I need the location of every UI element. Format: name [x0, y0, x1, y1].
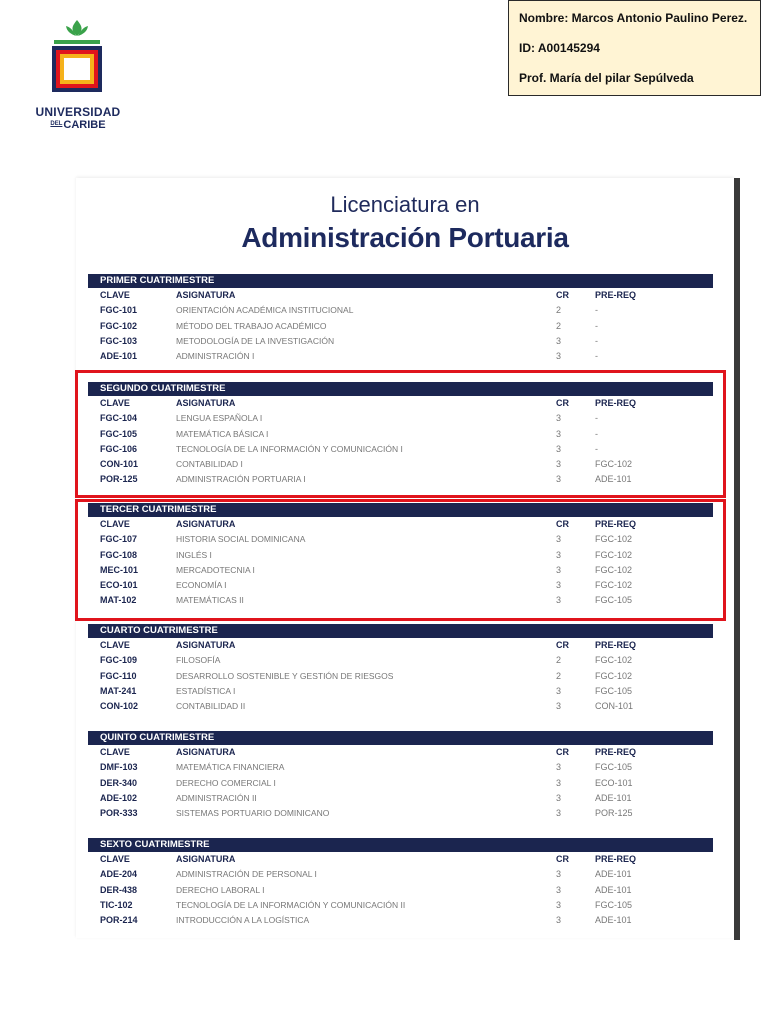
course-asignatura: MÉTODO DEL TRABAJO ACADÉMICO: [176, 320, 327, 331]
course-clave: FGC-103: [100, 335, 138, 346]
course-cr: 3: [556, 335, 562, 346]
column-header-row: [88, 288, 713, 303]
course-clave: FGC-110: [100, 670, 137, 681]
course-row: [88, 791, 713, 806]
course-clave: DMF-103: [100, 762, 138, 773]
semester-section: [88, 274, 713, 364]
course-clave: DER-340: [100, 777, 138, 788]
column-header-asignatura: ASIGNATURA: [176, 854, 236, 864]
highlight-box-segundo: [75, 370, 726, 498]
course-asignatura: ADMINISTRACIÓN I: [176, 351, 255, 362]
column-header-prereq: PRE-REQ: [595, 290, 637, 300]
course-asignatura: TECNOLOGÍA DE LA INFORMACIÓN Y COMUNICACIÓN II: [176, 899, 406, 910]
course-prereq: -: [595, 443, 598, 454]
course-clave: CON-102: [100, 701, 139, 712]
semester-section: [88, 731, 713, 821]
course-prereq: FGC-102: [595, 534, 633, 545]
course-prereq: FGC-105: [595, 685, 633, 696]
column-header-cr: CR: [556, 640, 569, 650]
professor-name: Prof. María del pilar Sepúlveda: [519, 71, 694, 85]
column-header-row: [88, 852, 713, 867]
course-prereq: FGC-102: [595, 459, 633, 470]
course-asignatura: TECNOLOGÍA DE LA INFORMACIÓN Y COMUNICACIÓN I: [176, 443, 403, 454]
column-header-clave: CLAVE: [100, 640, 130, 650]
course-asignatura: FILOSOFÍA: [176, 655, 221, 666]
course-clave: FGC-107: [100, 534, 138, 545]
course-prereq: FGC-102: [595, 564, 633, 575]
course-cr: 3: [556, 459, 562, 470]
column-header-prereq: PRE-REQ: [595, 747, 637, 757]
column-header-clave: CLAVE: [100, 290, 130, 300]
course-asignatura: ADMINISTRACIÓN DE PERSONAL I: [176, 869, 317, 880]
column-header-prereq: PRE-REQ: [595, 519, 637, 529]
semester-section: [88, 838, 713, 928]
course-cr: 3: [556, 443, 562, 454]
course-prereq: ADE-101: [595, 792, 632, 803]
course-clave: FGC-104: [100, 413, 138, 424]
semester-title: SEGUNDO CUATRIMESTRE: [88, 382, 713, 396]
course-clave: TIC-102: [100, 899, 133, 910]
student-info-box: [508, 0, 761, 96]
logo-del-text: DEL: [50, 121, 63, 127]
column-header-prereq: PRE-REQ: [595, 398, 637, 408]
course-cr: 3: [556, 549, 562, 560]
course-clave: MEC-101: [100, 564, 139, 575]
column-header-row: [88, 745, 713, 760]
column-header-clave: CLAVE: [100, 519, 130, 529]
course-asignatura: LENGUA ESPAÑOLA I: [176, 413, 263, 424]
course-prereq: -: [595, 413, 598, 424]
course-cr: 3: [556, 474, 562, 485]
course-asignatura: ORIENTACIÓN ACADÉMICA INSTITUCIONAL: [176, 305, 354, 316]
course-prereq: FGC-105: [595, 762, 633, 773]
course-row: [88, 867, 713, 882]
course-prereq: ADE-101: [595, 869, 632, 880]
course-clave: FGC-108: [100, 549, 138, 560]
course-asignatura: INTRODUCCIÓN A LA LOGÍSTICA: [176, 915, 310, 926]
course-row: [88, 776, 713, 791]
course-cr: 3: [556, 899, 562, 910]
course-prereq: ADE-101: [595, 884, 632, 895]
course-asignatura: DESARROLLO SOSTENIBLE Y GESTIÓN DE RIESGOS: [176, 670, 394, 681]
course-prereq: FGC-105: [595, 899, 633, 910]
course-asignatura: ADMINISTRACIÓN PORTUARIA I: [176, 474, 306, 485]
column-header-asignatura: ASIGNATURA: [176, 398, 236, 408]
course-cr: 3: [556, 595, 562, 606]
semester-title: SEXTO CUATRIMESTRE: [88, 838, 713, 852]
course-clave: FGC-109: [100, 655, 138, 666]
column-header-prereq: PRE-REQ: [595, 854, 637, 864]
student-name: Nombre: Marcos Antonio Paulino Perez.: [519, 11, 748, 25]
course-row: [88, 806, 713, 821]
column-header-cr: CR: [556, 519, 569, 529]
course-asignatura: MERCADOTECNIA I: [176, 564, 255, 575]
course-cr: 3: [556, 685, 562, 696]
course-row: [88, 303, 713, 318]
course-clave: FGC-105: [100, 428, 138, 439]
course-prereq: POR-125: [595, 808, 633, 819]
course-row: [88, 684, 713, 699]
course-prereq: FGC-105: [595, 595, 633, 606]
column-header-clave: CLAVE: [100, 747, 130, 757]
course-prereq: -: [595, 428, 598, 439]
course-row: [88, 653, 713, 668]
column-header-prereq: PRE-REQ: [595, 640, 637, 650]
page-edge-shadow: [734, 178, 740, 940]
column-header-cr: CR: [556, 398, 569, 408]
course-asignatura: CONTABILIDAD II: [176, 701, 246, 712]
course-cr: 3: [556, 351, 562, 362]
course-prereq: CON-101: [595, 701, 634, 712]
column-header-row: [88, 638, 713, 653]
course-asignatura: ADMINISTRACIÓN II: [176, 792, 257, 803]
title-line-1: Licenciatura en: [330, 192, 480, 217]
course-asignatura: INGLÉS I: [176, 549, 212, 560]
course-clave: FGC-101: [100, 305, 138, 316]
course-asignatura: SISTEMAS PORTUARIO DOMINICANO: [176, 808, 330, 819]
logo-caribe-text: [32, 119, 124, 131]
course-row: [88, 699, 713, 714]
university-crest-icon: [30, 16, 125, 106]
university-logo: [30, 16, 125, 136]
course-cr: 3: [556, 413, 562, 424]
course-row: [88, 913, 713, 928]
column-header-cr: CR: [556, 747, 569, 757]
course-cr: 2: [556, 670, 562, 681]
column-header-cr: CR: [556, 854, 569, 864]
course-prereq: ADE-101: [595, 474, 632, 485]
course-cr: 3: [556, 777, 562, 788]
course-clave: ADE-102: [100, 792, 138, 803]
course-clave: DER-438: [100, 884, 138, 895]
column-header-clave: CLAVE: [100, 398, 130, 408]
course-prereq: -: [595, 305, 598, 316]
course-cr: 2: [556, 655, 562, 666]
course-cr: 3: [556, 792, 562, 803]
column-header-clave: CLAVE: [100, 854, 130, 864]
column-header-asignatura: ASIGNATURA: [176, 519, 236, 529]
course-prereq: FGC-102: [595, 580, 633, 591]
student-id: ID: A00145294: [519, 41, 600, 55]
column-header-asignatura: ASIGNATURA: [176, 290, 236, 300]
course-clave: CON-101: [100, 459, 139, 470]
course-row: [88, 883, 713, 898]
title-line-2: Administración Portuaria: [241, 222, 569, 253]
course-row: [88, 760, 713, 775]
semester-title: QUINTO CUATRIMESTRE: [88, 731, 713, 745]
course-cr: 3: [556, 564, 562, 575]
course-asignatura: ESTADÍSTICA I: [176, 685, 236, 696]
column-header-asignatura: ASIGNATURA: [176, 640, 236, 650]
course-clave: FGC-102: [100, 320, 138, 331]
course-clave: ADE-204: [100, 869, 138, 880]
course-row: [88, 349, 713, 364]
course-cr: 3: [556, 884, 562, 895]
course-row: [88, 319, 713, 334]
course-prereq: FGC-102: [595, 655, 633, 666]
course-asignatura: DERECHO COMERCIAL I: [176, 777, 276, 788]
semester-title: PRIMER CUATRIMESTRE: [88, 274, 713, 288]
semester-section: [88, 624, 713, 714]
course-row: [88, 669, 713, 684]
column-header-cr: CR: [556, 290, 569, 300]
course-cr: 2: [556, 320, 562, 331]
course-clave: POR-125: [100, 474, 138, 485]
logo-university-text: UNIVERSIDAD: [35, 105, 121, 119]
course-cr: 3: [556, 701, 562, 712]
course-prereq: -: [595, 320, 598, 331]
course-row: [88, 898, 713, 913]
course-row: [88, 334, 713, 349]
course-prereq: ECO-101: [595, 777, 633, 788]
course-clave: ADE-101: [100, 351, 138, 362]
course-asignatura: HISTORIA SOCIAL DOMINICANA: [176, 534, 306, 545]
course-clave: FGC-106: [100, 443, 138, 454]
course-cr: 3: [556, 915, 562, 926]
course-cr: 3: [556, 428, 562, 439]
course-clave: POR-333: [100, 808, 138, 819]
course-asignatura: MATEMÁTICAS II: [176, 595, 244, 606]
course-asignatura: METODOLOGÍA DE LA INVESTIGACIÓN: [176, 335, 335, 346]
course-prereq: -: [595, 335, 598, 346]
column-header-asignatura: ASIGNATURA: [176, 747, 236, 757]
course-asignatura: CONTABILIDAD I: [176, 459, 243, 470]
course-clave: MAT-241: [100, 685, 137, 696]
course-prereq: ADE-101: [595, 915, 632, 926]
course-prereq: FGC-102: [595, 670, 633, 681]
semester-title: TERCER CUATRIMESTRE: [88, 503, 713, 517]
course-clave: MAT-102: [100, 595, 137, 606]
course-prereq: FGC-102: [595, 549, 633, 560]
course-cr: 3: [556, 580, 562, 591]
course-cr: 3: [556, 808, 562, 819]
highlight-box-tercer: [75, 499, 726, 621]
logo-caribe-word: CARIBE: [63, 119, 106, 131]
semester-title: CUARTO CUATRIMESTRE: [88, 624, 713, 638]
course-prereq: -: [595, 351, 598, 362]
course-asignatura: DERECHO LABORAL I: [176, 884, 265, 895]
course-asignatura: MATEMÁTICA FINANCIERA: [176, 762, 285, 773]
course-cr: 3: [556, 762, 562, 773]
course-clave: ECO-101: [100, 580, 138, 591]
course-cr: 3: [556, 869, 562, 880]
course-asignatura: ECONOMÍA I: [176, 580, 227, 591]
course-cr: 3: [556, 534, 562, 545]
course-clave: POR-214: [100, 915, 138, 926]
course-cr: 2: [556, 305, 562, 316]
course-asignatura: MATEMÁTICA BÁSICA I: [176, 428, 269, 439]
